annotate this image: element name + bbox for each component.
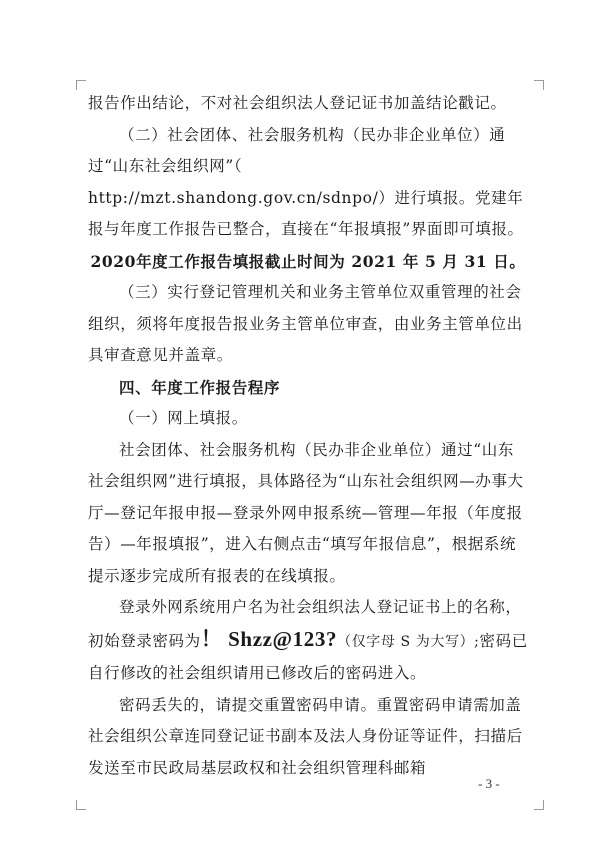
- page-number: - 3 -: [478, 776, 500, 791]
- initial-password: ！ Shzz@123?: [200, 626, 338, 651]
- crop-mark-top-right: [534, 80, 544, 90]
- login-text: 登录外网系统用户名为社会组织法人登记证书上的名称，初始登录密码为: [88, 598, 522, 650]
- crop-mark-bottom-left: [76, 800, 86, 810]
- password-case-note: （仅字母 S 为大写）;: [337, 633, 480, 650]
- document-body: [88, 88, 528, 784]
- paragraph-dual-management: （三）实行登记管理机关和业务主管单位双重管理的社会组织，须将年度报告报业务主管单位审查，由业务主管单位出具审查意见并盖章。: [88, 283, 523, 364]
- paragraph-login: [88, 592, 528, 690]
- paragraph-conclusion: 报告作出结论，不对社会组织法人登记证书加盖结论戳记。: [88, 94, 507, 112]
- deadline-notice: 2020年度工作报告填报截止时间为 2021 年 5 月 31 日。: [90, 251, 526, 271]
- crop-mark-bottom-right: [534, 800, 544, 810]
- paragraph-online-website: （二）社会团体、社会服务机构（民办非企业单位）通过“山东社会组织网”（ http://mzt.shandong.gov.cn/sdnpo/）进行填报。党建年报与年度工作报告已整合，直接在“年报填报”界面即可填报。: [88, 125, 524, 238]
- section-heading-procedure: 四、年度工作报告程序: [119, 377, 281, 397]
- login-text-continued: 密码已自行修改的社会组织请用已修改后的密码进入。: [88, 631, 528, 682]
- paragraph-password-reset: 密码丢失的，请提交重置密码申请。重置密码申请需加盖社会组织公章连同登记证书副本及法人身份证等证件，扫描后发送至市民政局基层政权和社会组织管理科邮箱: [88, 695, 523, 777]
- paragraph-filing-path: 社会团体、社会服务机构（民办非企业单位）通过“山东社会组织网”进行填报，具体路径为“山东社会组织网—办事大厅—登记年报申报—登录外网申报系统—管理—年报（年度报告）—年报填报”，进入右侧点击“填写年报信息”，根据系统提示逐步完成所有报表的在线填报。: [88, 440, 524, 585]
- crop-mark-top-left: [76, 80, 86, 90]
- subheading-online-filing: （一）网上填报。: [119, 409, 248, 427]
